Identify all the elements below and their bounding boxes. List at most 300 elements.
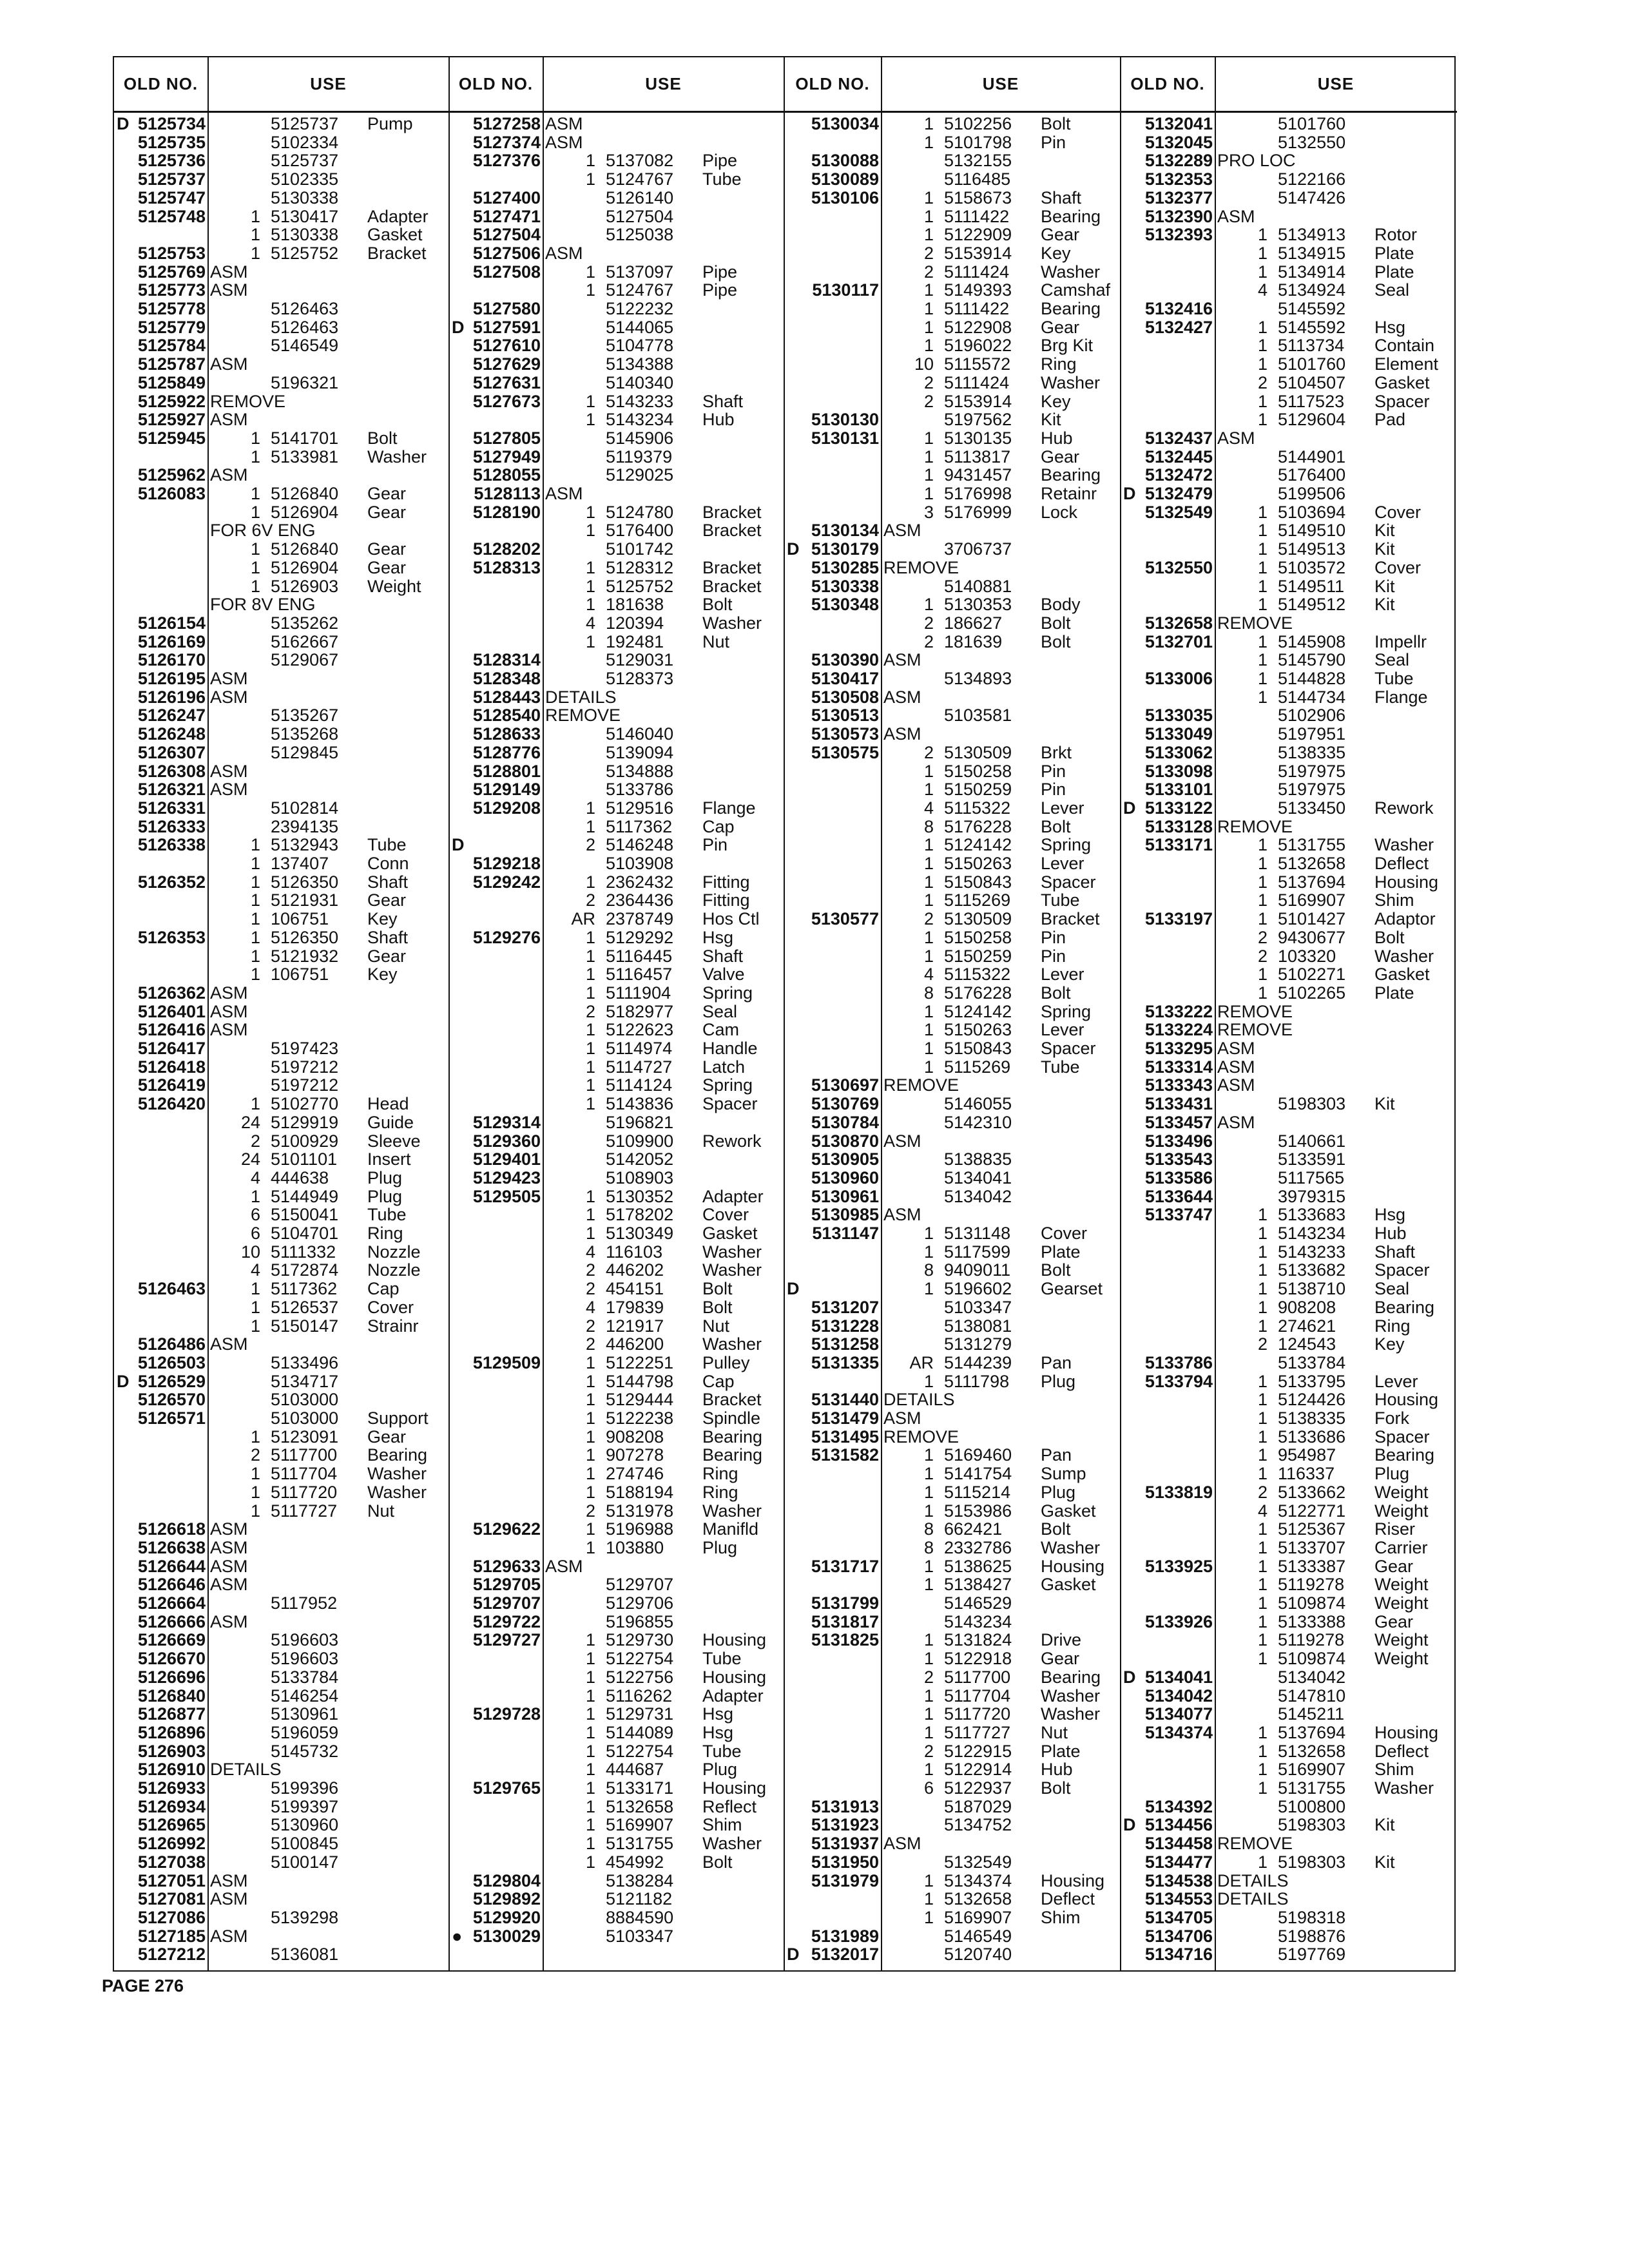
old-number: 5133431 [1144, 1094, 1213, 1114]
quantity: 2 [923, 1667, 934, 1687]
old-number: 5130508 [811, 687, 879, 707]
table-row [1121, 1224, 1457, 1243]
old-number: 5133224 [1144, 1020, 1213, 1040]
table-row [114, 1427, 449, 1446]
new-part-number: 907278 [606, 1445, 664, 1465]
part-description: Washer [702, 1260, 762, 1280]
table-row [1121, 1557, 1457, 1576]
quantity: 6 [250, 1205, 260, 1225]
part-description: Shaft [1041, 187, 1082, 207]
quantity: 2 [585, 1279, 595, 1299]
quantity: 1 [923, 428, 934, 448]
new-part-number: 5121932 [271, 946, 339, 966]
part-description: Gear [367, 1427, 407, 1446]
new-part-number: 5103572 [1278, 557, 1346, 577]
quantity: 1 [585, 1704, 595, 1724]
old-number: 5127086 [137, 1907, 206, 1927]
old-number: 5126154 [137, 613, 206, 633]
header-use: USE [1215, 57, 1457, 113]
table-row [784, 890, 1121, 910]
old-number: 5132445 [1144, 447, 1213, 466]
new-part-number: 5138335 [1278, 1408, 1346, 1428]
table-row [1121, 1408, 1457, 1428]
quantity: 1 [585, 595, 595, 615]
new-part-number: 5115214 [944, 1482, 1011, 1502]
old-number: 5132041 [1144, 114, 1213, 133]
table-row [784, 1538, 1121, 1557]
quantity: 1 [585, 1741, 595, 1761]
new-part-number: 5114727 [606, 1057, 673, 1077]
new-part-number: 5117704 [944, 1686, 1011, 1706]
quantity: 1 [585, 983, 595, 1003]
part-description: Washer [1374, 1778, 1434, 1798]
new-part-number: 5119278 [1278, 1630, 1345, 1650]
table-row [449, 503, 784, 522]
new-part-number: 5138835 [944, 1149, 1012, 1169]
table-row [114, 244, 449, 263]
part-description: Ring [702, 1482, 738, 1502]
use-note: REMOVE [1217, 613, 1293, 633]
part-description: Manifld [702, 1519, 759, 1539]
table-row [114, 1871, 449, 1890]
quantity: 1 [585, 946, 595, 966]
quantity: 1 [923, 317, 934, 337]
old-number: 5133794 [1144, 1371, 1213, 1391]
header-old-no: OLD NO. [449, 57, 543, 113]
new-part-number: 5126904 [271, 502, 339, 522]
part-description: Adapter [367, 206, 429, 226]
table-row [114, 1316, 449, 1336]
table-row [784, 687, 1121, 707]
table-row [114, 1778, 449, 1798]
table-row [449, 1760, 784, 1779]
use-note: ASM [545, 243, 583, 263]
new-part-number: 5117727 [944, 1722, 1011, 1742]
table-row [449, 484, 784, 503]
new-part-number: 5122908 [944, 317, 1012, 337]
quantity: 1 [923, 835, 934, 855]
part-description: Shaft [702, 391, 744, 411]
quantity: 1 [1257, 1390, 1268, 1410]
quantity: 1 [923, 1630, 934, 1650]
part-description: Deflect [1041, 1889, 1095, 1909]
table-row [114, 539, 449, 559]
part-description: Plate [1041, 1741, 1081, 1761]
row-mark: D [1123, 1815, 1136, 1835]
part-description: Tube [702, 1649, 742, 1669]
new-part-number: 5117704 [271, 1464, 338, 1484]
new-part-number: 5133707 [1278, 1537, 1346, 1557]
quantity: 2 [1257, 1334, 1268, 1354]
quantity: 2 [585, 1501, 595, 1521]
old-number: 5133222 [1144, 1001, 1213, 1021]
part-description: Weight [1374, 1501, 1429, 1521]
old-number: 5133101 [1144, 780, 1213, 800]
new-part-number: 5134914 [1278, 262, 1346, 282]
table-row [1121, 577, 1457, 596]
new-part-number: 5143234 [944, 1611, 1012, 1631]
new-part-number: 5122756 [606, 1667, 674, 1687]
table-row [449, 521, 784, 540]
quantity: 4 [250, 1260, 260, 1280]
quantity: 1 [923, 114, 934, 133]
quantity: 1 [250, 1094, 260, 1114]
table-row [114, 1020, 449, 1039]
table-row [784, 1501, 1121, 1521]
part-description: Conn [367, 854, 409, 873]
new-part-number: 5114974 [606, 1039, 673, 1058]
new-part-number: 5176228 [944, 983, 1012, 1003]
quantity: 1 [250, 1316, 260, 1336]
part-description: Bolt [1041, 983, 1071, 1003]
old-number: 5125922 [137, 391, 206, 411]
new-part-number: 5103694 [1278, 502, 1346, 522]
quantity: 1 [1257, 1242, 1268, 1262]
old-number: 5126529 [137, 1371, 206, 1391]
table-row [114, 521, 449, 540]
new-part-number: 5197769 [1278, 1945, 1346, 1965]
old-number: 5127949 [472, 447, 541, 466]
table-row [449, 798, 784, 818]
quantity: 1 [923, 447, 934, 466]
table-row [114, 299, 449, 318]
part-description: Key [1041, 391, 1071, 411]
new-part-number: 5129025 [606, 465, 674, 485]
row-mark: ● [452, 1926, 463, 1946]
new-part-number: 5129706 [606, 1593, 674, 1613]
part-description: Camshaf [1041, 280, 1111, 300]
quantity: 1 [923, 1057, 934, 1077]
old-number: 5126571 [137, 1408, 206, 1428]
old-number: 5132393 [1144, 225, 1213, 245]
table-row [449, 1612, 784, 1631]
part-description: Spring [1041, 1001, 1092, 1021]
part-description: Kit [1374, 521, 1395, 541]
table-row [449, 1927, 784, 1946]
table-row [784, 1298, 1121, 1317]
new-part-number: 5135267 [271, 706, 339, 726]
quantity: 1 [585, 798, 595, 818]
old-number: 5134041 [1144, 1667, 1213, 1687]
new-part-number: 5133683 [1278, 1205, 1346, 1225]
part-description: Pipe [702, 151, 738, 171]
old-number: 5130034 [811, 114, 879, 133]
quantity: 4 [923, 798, 934, 818]
old-number: 5127591 [472, 317, 541, 337]
old-number: 5127376 [472, 151, 541, 171]
part-description: Washer [1041, 262, 1101, 282]
part-description: Bearing [367, 1445, 428, 1465]
old-number: 5133122 [1144, 798, 1213, 818]
part-description: Bolt [1041, 1519, 1071, 1539]
quantity: 1 [1257, 1741, 1268, 1761]
new-part-number: 5126840 [271, 484, 339, 503]
table-row [114, 1834, 449, 1853]
old-number: 5129360 [472, 1131, 541, 1151]
table-row [784, 762, 1121, 781]
old-number: 5125849 [137, 372, 206, 392]
old-number: 5125779 [137, 317, 206, 337]
new-part-number: 5102770 [271, 1094, 339, 1114]
new-part-number: 5117700 [944, 1667, 1011, 1687]
quantity: 1 [923, 1870, 934, 1890]
old-number: 5126992 [137, 1834, 206, 1854]
part-description: Housing [702, 1667, 767, 1687]
old-number: 5128540 [472, 706, 541, 726]
table-row [1121, 484, 1457, 503]
new-part-number: 106751 [271, 965, 329, 985]
column-group-1 [114, 113, 449, 1970]
quantity: 1 [585, 262, 595, 282]
old-number: 5132549 [1144, 502, 1213, 522]
part-description: Fitting [702, 890, 750, 910]
new-part-number: 5129067 [271, 650, 339, 670]
old-number: 5129705 [472, 1575, 541, 1595]
table-row [784, 1852, 1121, 1872]
old-number: 5130870 [811, 1131, 879, 1151]
table-row [114, 1686, 449, 1706]
quantity: 1 [1257, 1445, 1268, 1465]
use-note: PRO LOC [1217, 151, 1296, 171]
quantity: 1 [250, 484, 260, 503]
table-row [1121, 1279, 1457, 1298]
part-description: Tube [1041, 1057, 1080, 1077]
new-part-number: 5145790 [1278, 650, 1346, 670]
quantity: 2 [923, 243, 934, 263]
new-part-number: 5130960 [271, 1815, 339, 1835]
new-part-number: 5129845 [271, 742, 339, 762]
new-part-number: 5134752 [944, 1815, 1012, 1835]
old-number: 5125962 [137, 465, 206, 485]
table-row [114, 1815, 449, 1834]
table-row [114, 1149, 449, 1169]
quantity: 8 [923, 1519, 934, 1539]
quantity: 1 [250, 225, 260, 245]
table-row [449, 947, 784, 966]
table-row [114, 484, 449, 503]
old-number: 5132017 [811, 1945, 879, 1965]
old-number: 5126401 [137, 1001, 206, 1021]
old-number: 5125927 [137, 410, 206, 430]
use-note: ASM [210, 354, 248, 374]
part-description: Pin [1041, 927, 1066, 947]
table-row [114, 854, 449, 873]
quantity: 1 [585, 1537, 595, 1557]
old-number: 5127805 [472, 428, 541, 448]
new-part-number: 5140881 [944, 576, 1012, 596]
table-row [1121, 1149, 1457, 1169]
part-description: Bearing [1374, 1297, 1435, 1317]
table-row [449, 1575, 784, 1594]
old-number: 5134706 [1144, 1926, 1213, 1946]
row-mark: D [117, 114, 130, 133]
new-part-number: 5126463 [271, 299, 339, 318]
old-number: 5133197 [1144, 909, 1213, 929]
quantity: 1 [585, 1649, 595, 1669]
old-number: 5131923 [811, 1815, 879, 1835]
header-old-no: OLD NO. [1121, 57, 1215, 113]
part-description: Cap [702, 1371, 735, 1391]
new-part-number: 5158673 [944, 187, 1012, 207]
new-part-number: 5144734 [1278, 687, 1346, 707]
new-part-number: 5145906 [606, 428, 674, 448]
old-number: 5134042 [1144, 1686, 1213, 1706]
table-row [1121, 354, 1457, 374]
new-part-number: 5101427 [1278, 909, 1346, 929]
table-row [114, 669, 449, 688]
old-number: 5126419 [137, 1075, 206, 1095]
part-description: Shim [1374, 1760, 1414, 1780]
table-row [784, 1464, 1121, 1483]
table-row [114, 280, 449, 300]
new-part-number: 5196988 [606, 1519, 674, 1539]
table-row [449, 965, 784, 984]
new-part-number: 5150263 [944, 1020, 1012, 1040]
table-row [784, 539, 1121, 559]
part-description: Nut [702, 1316, 730, 1336]
new-part-number: 5131978 [606, 1501, 674, 1521]
table-row [114, 1353, 449, 1372]
new-part-number: 5115322 [944, 798, 1011, 818]
table-row [449, 854, 784, 873]
use-note: REMOVE [1217, 816, 1293, 836]
table-row [114, 133, 449, 152]
table-row [114, 1649, 449, 1668]
part-description: Deflect [1374, 854, 1429, 873]
quantity: 1 [923, 1445, 934, 1465]
row-mark: D [787, 1945, 800, 1965]
table-row [114, 1242, 449, 1262]
old-number: 5127051 [137, 1870, 206, 1890]
new-part-number: 5198318 [1278, 1907, 1346, 1927]
new-part-number: 5131148 [944, 1224, 1011, 1243]
quantity: 1 [1257, 391, 1268, 411]
table-row [1121, 169, 1457, 189]
quantity: 1 [250, 1464, 260, 1484]
new-part-number: 5132658 [1278, 854, 1346, 873]
old-number: 5126308 [137, 761, 206, 781]
new-part-number: 5144239 [944, 1352, 1012, 1372]
quantity: 1 [1257, 854, 1268, 873]
table-row [1121, 447, 1457, 466]
table-row [449, 1020, 784, 1039]
new-part-number: 9409011 [944, 1260, 1011, 1280]
new-part-number: 5117700 [271, 1445, 338, 1465]
old-number: 5133049 [1144, 724, 1213, 744]
old-number: 5126196 [137, 687, 206, 707]
table-row [1121, 373, 1457, 392]
old-number: 5125747 [137, 187, 206, 207]
use-note: ASM [1217, 1057, 1255, 1077]
quantity: 2 [923, 372, 934, 392]
new-part-number: 5117952 [271, 1593, 338, 1613]
new-part-number: 5102256 [944, 114, 1012, 133]
quantity: 1 [585, 1722, 595, 1742]
quantity: 2 [585, 1334, 595, 1354]
table-row [449, 1427, 784, 1446]
old-number: 5129218 [472, 854, 541, 873]
old-number: 5130117 [812, 280, 879, 300]
old-number: 5125945 [137, 428, 206, 448]
quantity: 1 [923, 1279, 934, 1299]
old-number: 5128348 [472, 669, 541, 688]
new-part-number: 5133786 [606, 780, 674, 800]
old-number: 5131979 [811, 1870, 879, 1890]
new-part-number: 5197212 [271, 1075, 339, 1095]
part-description: Tube [702, 1741, 742, 1761]
table-row [1121, 1205, 1457, 1224]
table-row [784, 743, 1121, 762]
new-part-number: 5176998 [944, 484, 1012, 503]
quantity: 2 [585, 1260, 595, 1280]
old-number: 5133496 [1144, 1131, 1213, 1151]
table-row [449, 262, 784, 282]
old-number: 5129804 [472, 1870, 541, 1890]
quantity: 1 [250, 946, 260, 966]
part-description: Brkt [1041, 742, 1072, 762]
use-note: DETAILS [210, 1760, 282, 1780]
table-row [1121, 872, 1457, 892]
quantity: 1 [1257, 595, 1268, 615]
table-row [784, 133, 1121, 152]
part-description: Rework [1374, 798, 1434, 818]
table-row [784, 1704, 1121, 1724]
table-row [1121, 244, 1457, 263]
new-part-number: 5150259 [944, 780, 1012, 800]
old-number: 5128055 [472, 465, 541, 485]
part-description: Cap [702, 816, 735, 836]
table-row [1121, 1575, 1457, 1594]
part-description: Weight [1374, 1649, 1429, 1669]
quantity: 2 [1257, 1482, 1268, 1502]
quantity: 1 [250, 1427, 260, 1446]
new-part-number: 2394135 [271, 816, 339, 836]
quantity: AR [571, 909, 595, 929]
part-description: Spacer [1041, 1039, 1096, 1058]
table-row [1121, 503, 1457, 522]
new-part-number: 5199506 [1278, 484, 1346, 503]
table-row [784, 1020, 1121, 1039]
table-row [449, 1519, 784, 1539]
table-row [114, 1760, 449, 1779]
table-row [784, 225, 1121, 244]
table-row [114, 503, 449, 522]
table-row [449, 613, 784, 633]
new-part-number: 5116457 [606, 965, 673, 985]
table-row [784, 909, 1121, 928]
new-part-number: 5122937 [944, 1778, 1012, 1798]
new-part-number: 5122914 [944, 1760, 1012, 1780]
old-number: 5126331 [137, 798, 206, 818]
part-description: Nozzle [367, 1260, 421, 1280]
table-row [449, 780, 784, 799]
old-number: 5126877 [137, 1704, 206, 1724]
table-row [784, 1889, 1121, 1908]
table-row [1121, 743, 1457, 762]
quantity: 1 [923, 927, 934, 947]
table-row [114, 632, 449, 651]
table-row [1121, 1113, 1457, 1132]
new-part-number: 5124142 [944, 1001, 1012, 1021]
old-number: 5125769 [137, 262, 206, 282]
quantity: 1 [1257, 243, 1268, 263]
quantity: 1 [1257, 1408, 1268, 1428]
old-number: 5132427 [1144, 317, 1213, 337]
quantity: 1 [1257, 890, 1268, 910]
part-description: Housing [1374, 1390, 1439, 1410]
new-part-number: 5133387 [1278, 1556, 1346, 1576]
part-description: Bolt [702, 1297, 733, 1317]
